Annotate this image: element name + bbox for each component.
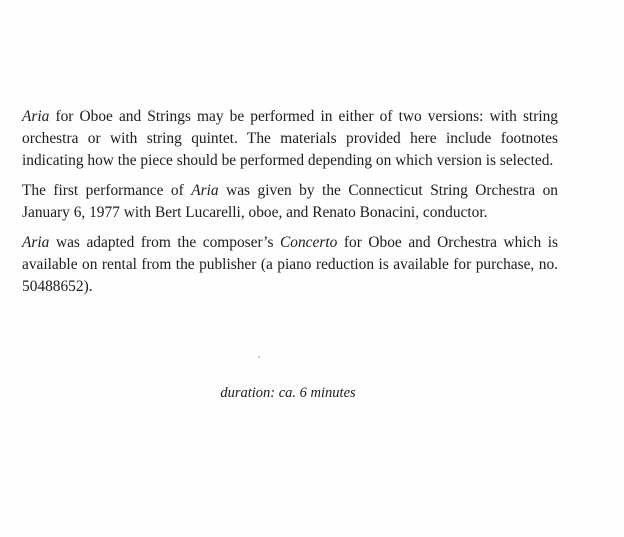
performance-notes [22,106,558,298]
concerto-title: Concerto [280,234,338,251]
work-title: Aria [191,182,219,199]
work-title: Aria [22,234,50,251]
adaptation-text-after: for Oboe and Orchestra which is available on rental from the publisher (a piano reduction is available for purchase, no. 50488652). [22,234,558,295]
premiere-paragraph [22,180,558,224]
adaptation-paragraph [22,232,558,298]
premiere-text-after: was given by the Connecticut String Orchestra on January 6, 1977 with Bert Lucarelli, oboe, and Renato Bonacini, conductor. [22,182,558,221]
duration-note: duration: ca. 6 minutes [220,385,356,401]
premiere-text-before: The first performance of [22,182,192,199]
versions-paragraph [22,106,558,172]
versions-text: for Oboe and Strings may be performed in either of two versions: with string orchestra or with string quintet. The materials provided here include footnotes indicating how the piece should be performed depending on which version is selected. [22,108,558,169]
adaptation-text-middle: was adapted from the composer’s [49,234,281,251]
work-title: Aria [22,108,50,125]
paper-speck [258,356,260,358]
